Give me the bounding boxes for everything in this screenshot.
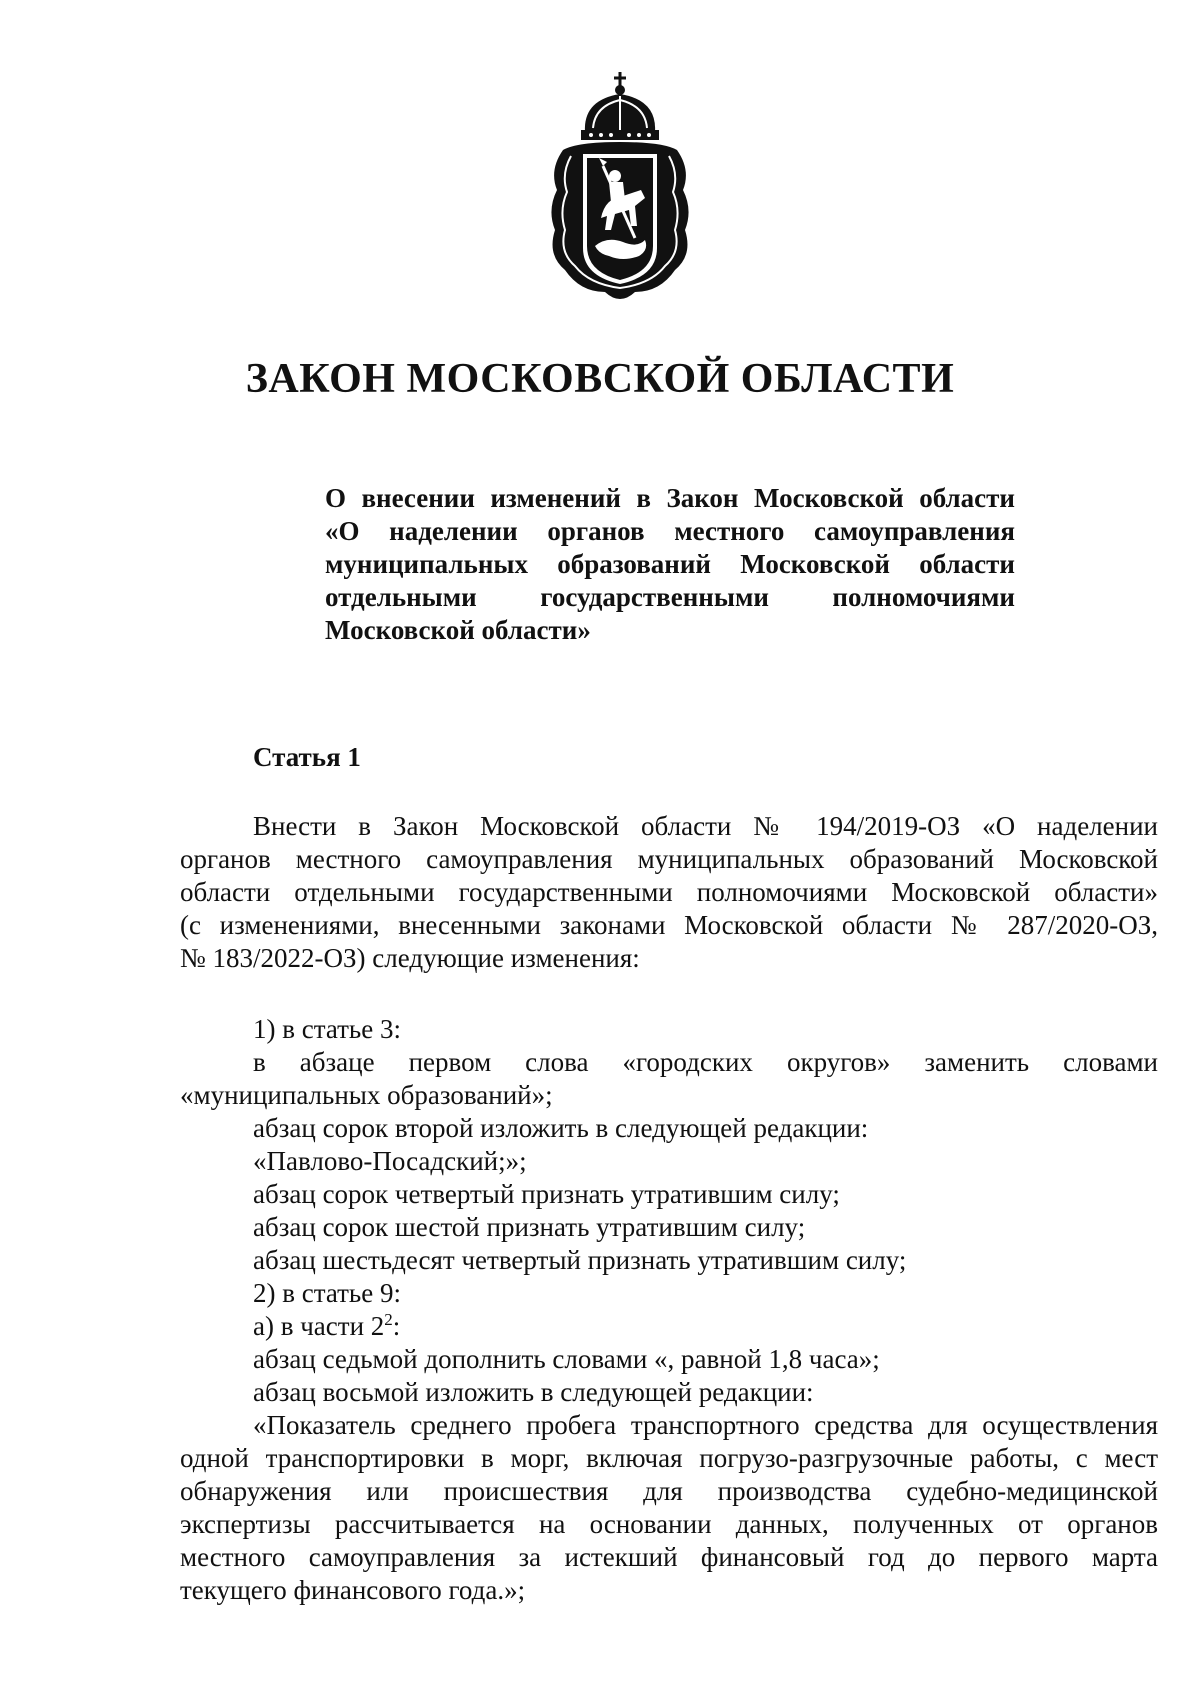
change-line: в абзаце первом слова «городских округов» заменить словами [253, 1047, 1158, 1077]
subitem-colon: : [392, 1311, 401, 1341]
article-changes [180, 1013, 1158, 1607]
subject-line: Московской области» [325, 615, 591, 645]
article-heading: Статья 1 [253, 742, 361, 772]
quote-line: «Показатель среднего пробега транспортного средства для осуществления [253, 1410, 1158, 1440]
quote-line: текущего финансового года.»; [180, 1575, 526, 1605]
subject-line: муниципальных образований Московской области [325, 549, 1015, 579]
subject-line: «О наделении органов местного самоуправления [325, 516, 1015, 546]
change-line: абзац шестьдесят четвертый признать утратившим силу; [253, 1245, 907, 1275]
change-line: «Павлово-Посадский;»; [253, 1146, 527, 1176]
subitem-text: а) в части 2 [253, 1311, 385, 1341]
law-subject [325, 482, 1015, 647]
quote-line: экспертизы рассчитывается на основании данных, полученных от органов [180, 1509, 1158, 1539]
change-subitem [180, 1310, 1158, 1343]
subject-line: О внесении изменений в Закон Московской области [325, 483, 1015, 513]
intro-line: области отдельными государственными полномочиями Московской области» [180, 877, 1158, 907]
change-line: абзац сорок четвертый признать утратившим силу; [253, 1179, 840, 1209]
change-line: абзац сорок второй изложить в следующей редакции: [253, 1113, 869, 1143]
article-intro [180, 810, 1158, 975]
change-line: абзац восьмой изложить в следующей редакции: [253, 1377, 814, 1407]
change-line: абзац седьмой дополнить словами «, равной 1,8 часа»; [253, 1344, 880, 1374]
superscript: 2 [384, 1310, 393, 1329]
law-title: ЗАКОН МОСКОВСКОЙ ОБЛАСТИ [245, 356, 955, 402]
change-line: абзац сорок шестой признать утратившим силу; [253, 1212, 806, 1242]
quote-line: обнаружения или происшествия для производства судебно-медицинской [180, 1476, 1158, 1506]
intro-line: (с изменениями, внесенными законами Московской области № 287/2020-ОЗ, [180, 910, 1158, 940]
change-item: 2) в статье 9: [253, 1278, 401, 1308]
intro-line: № 183/2022-ОЗ) следующие изменения: [180, 943, 640, 973]
quote-line: одной транспортировки в морг, включая погрузо-разгрузочные работы, с мест [180, 1443, 1158, 1473]
quote-line: местного самоуправления за истекший финансовый год до первого марта [180, 1542, 1158, 1572]
change-line: «муниципальных образований»; [180, 1080, 553, 1110]
moscow-oblast-coat-of-arms-icon [545, 70, 695, 310]
intro-line: Внести в Закон Московской области № 194/2019-ОЗ «О наделении [253, 811, 1158, 841]
change-item: 1) в статье 3: [253, 1014, 401, 1044]
subject-line: отдельными государственными полномочиями [325, 582, 1015, 612]
intro-line: органов местного самоуправления муниципальных образований Московской [180, 844, 1158, 874]
